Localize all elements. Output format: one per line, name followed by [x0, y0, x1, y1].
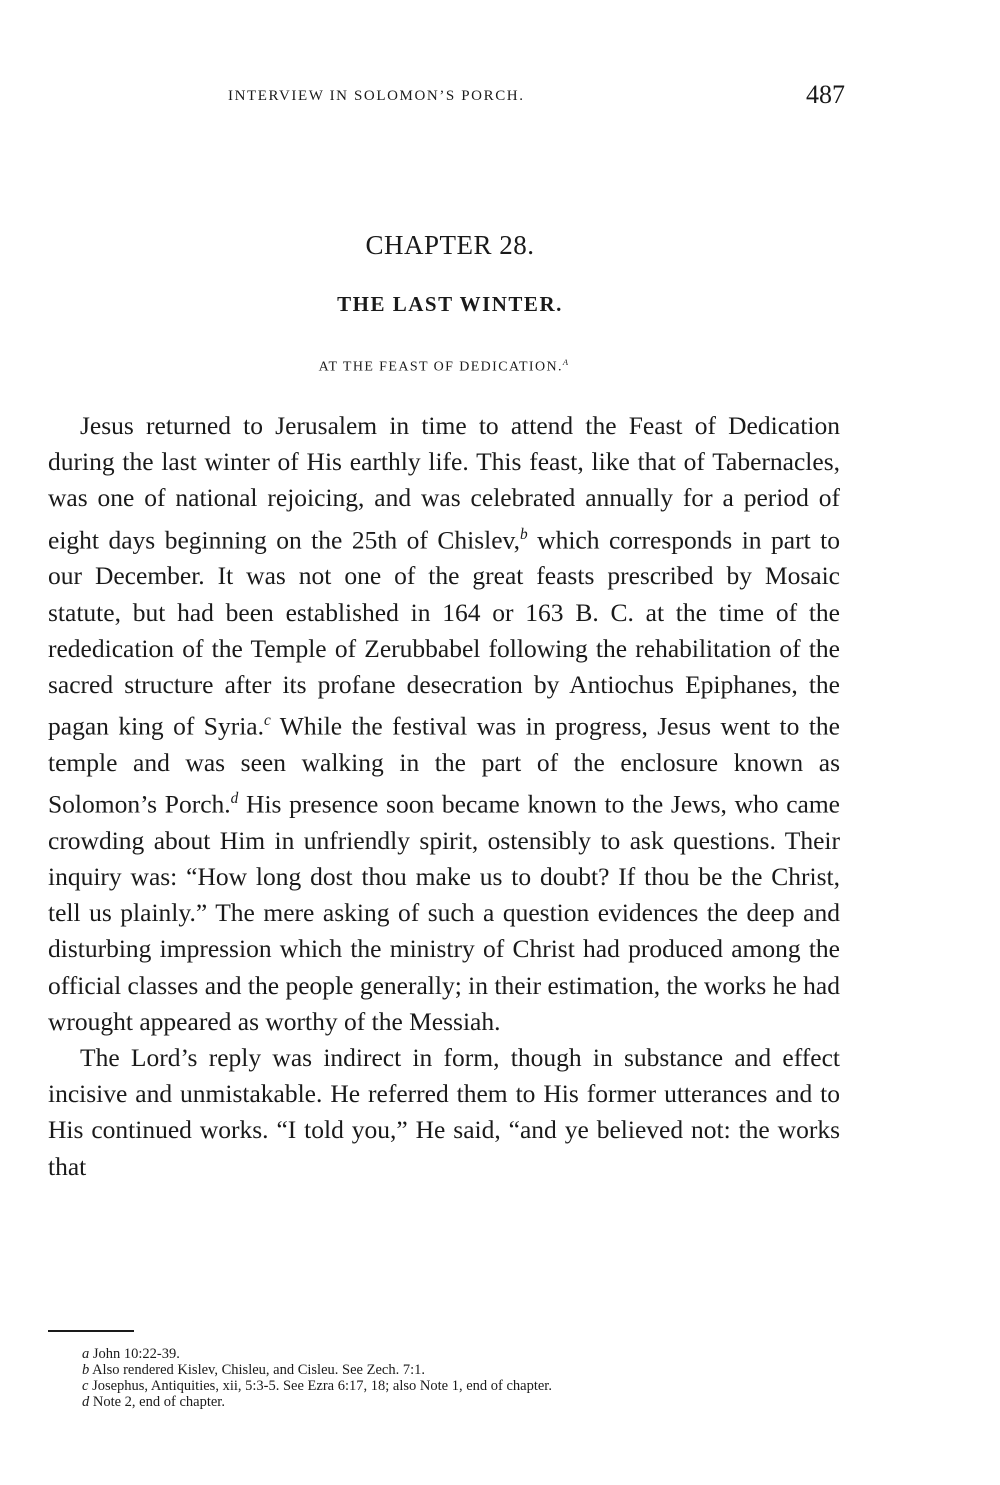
running-head: INTERVIEW IN SOLOMON’S PORCH. [228, 88, 525, 104]
chapter-title: THE LAST WINTER. [337, 292, 563, 316]
section-heading-text: AT THE FEAST OF DEDICATION. [318, 359, 563, 375]
paragraph [48, 408, 840, 1040]
footnote-mark: a [82, 1346, 90, 1362]
section-heading [0, 358, 888, 376]
chapter-number: CHAPTER 28. [365, 230, 535, 260]
page-number: 487 [806, 80, 845, 109]
paragraph-text: The Lord’s reply was indirect in form, though in substance and effect incisive and unmistakable. He referred them to His former utterances and to His continued works. “I told you,” He said, “and ye believed not: the works that [48, 1042, 840, 1181]
paragraph-text: His presence soon became known to the Jews, who came crowding about Him in unfriendly spirit, ostensibly to ask questions. Their inquiry was: “How long dost thou make us to doubt? If thou be the Christ, tell us plainly.” The mere asking of such a question evidences the deep and disturbing impression which the ministry of Christ had produced among the official classes and the people generally; in their estimation, the works he had wrought appeared as worthy of the Messiah. [48, 789, 840, 1036]
footnote-mark: d [82, 1394, 90, 1410]
footnote-mark: b [82, 1362, 90, 1378]
footnote-text: John 10:22-39. [92, 1346, 180, 1362]
paragraph [48, 1040, 840, 1185]
paragraph-text: which corresponds in part to our December. It was not one of the great feasts prescribed by Mosaic statute, but had been established in 164 or 163 B. C. at the time of the rededication of the Temple of Zerubbabel following the rehabilitation of the sacred structure after its profane desecration by Antiochus Epiphanes, the pagan king of Syria. [48, 525, 840, 741]
footnote-mark: c [82, 1378, 89, 1394]
body-text [48, 408, 840, 1185]
footnote [48, 1394, 843, 1410]
footnote-text: Josephus, Antiquities, xii, 5:3-5. See Ezra 6:17, 18; also Note 1, end of chapter. [92, 1378, 552, 1394]
footnote [48, 1362, 843, 1378]
footnote-ref: d [230, 790, 239, 808]
paragraph-text: While the festival was in progress, Jesus went to the temple and was seen walking in the part of the enclosure known as Solomon’s Porch. [48, 711, 840, 819]
footnote [48, 1378, 843, 1394]
footnotes [48, 1346, 843, 1410]
footnote-ref: c [264, 712, 271, 730]
footnote-rule [48, 1330, 134, 1332]
footnote-text: Also rendered Kislev, Chisleu, and Cisleu. See Zech. 7:1. [92, 1362, 425, 1378]
footnote-text: Note 2, end of chapter. [92, 1394, 225, 1410]
footnote-ref: A [562, 358, 570, 367]
footnote [48, 1346, 843, 1362]
footnote-ref: b [520, 525, 528, 543]
paragraph-text: Jesus returned to Jerusalem in time to attend the Feast of Dedication during the last winter of His earthly life. This feast, like that of Tabernacles, was one of national rejoicing, and was celebrated annually for a period of eight days beginning on the 25th of Chislev, [48, 411, 840, 555]
